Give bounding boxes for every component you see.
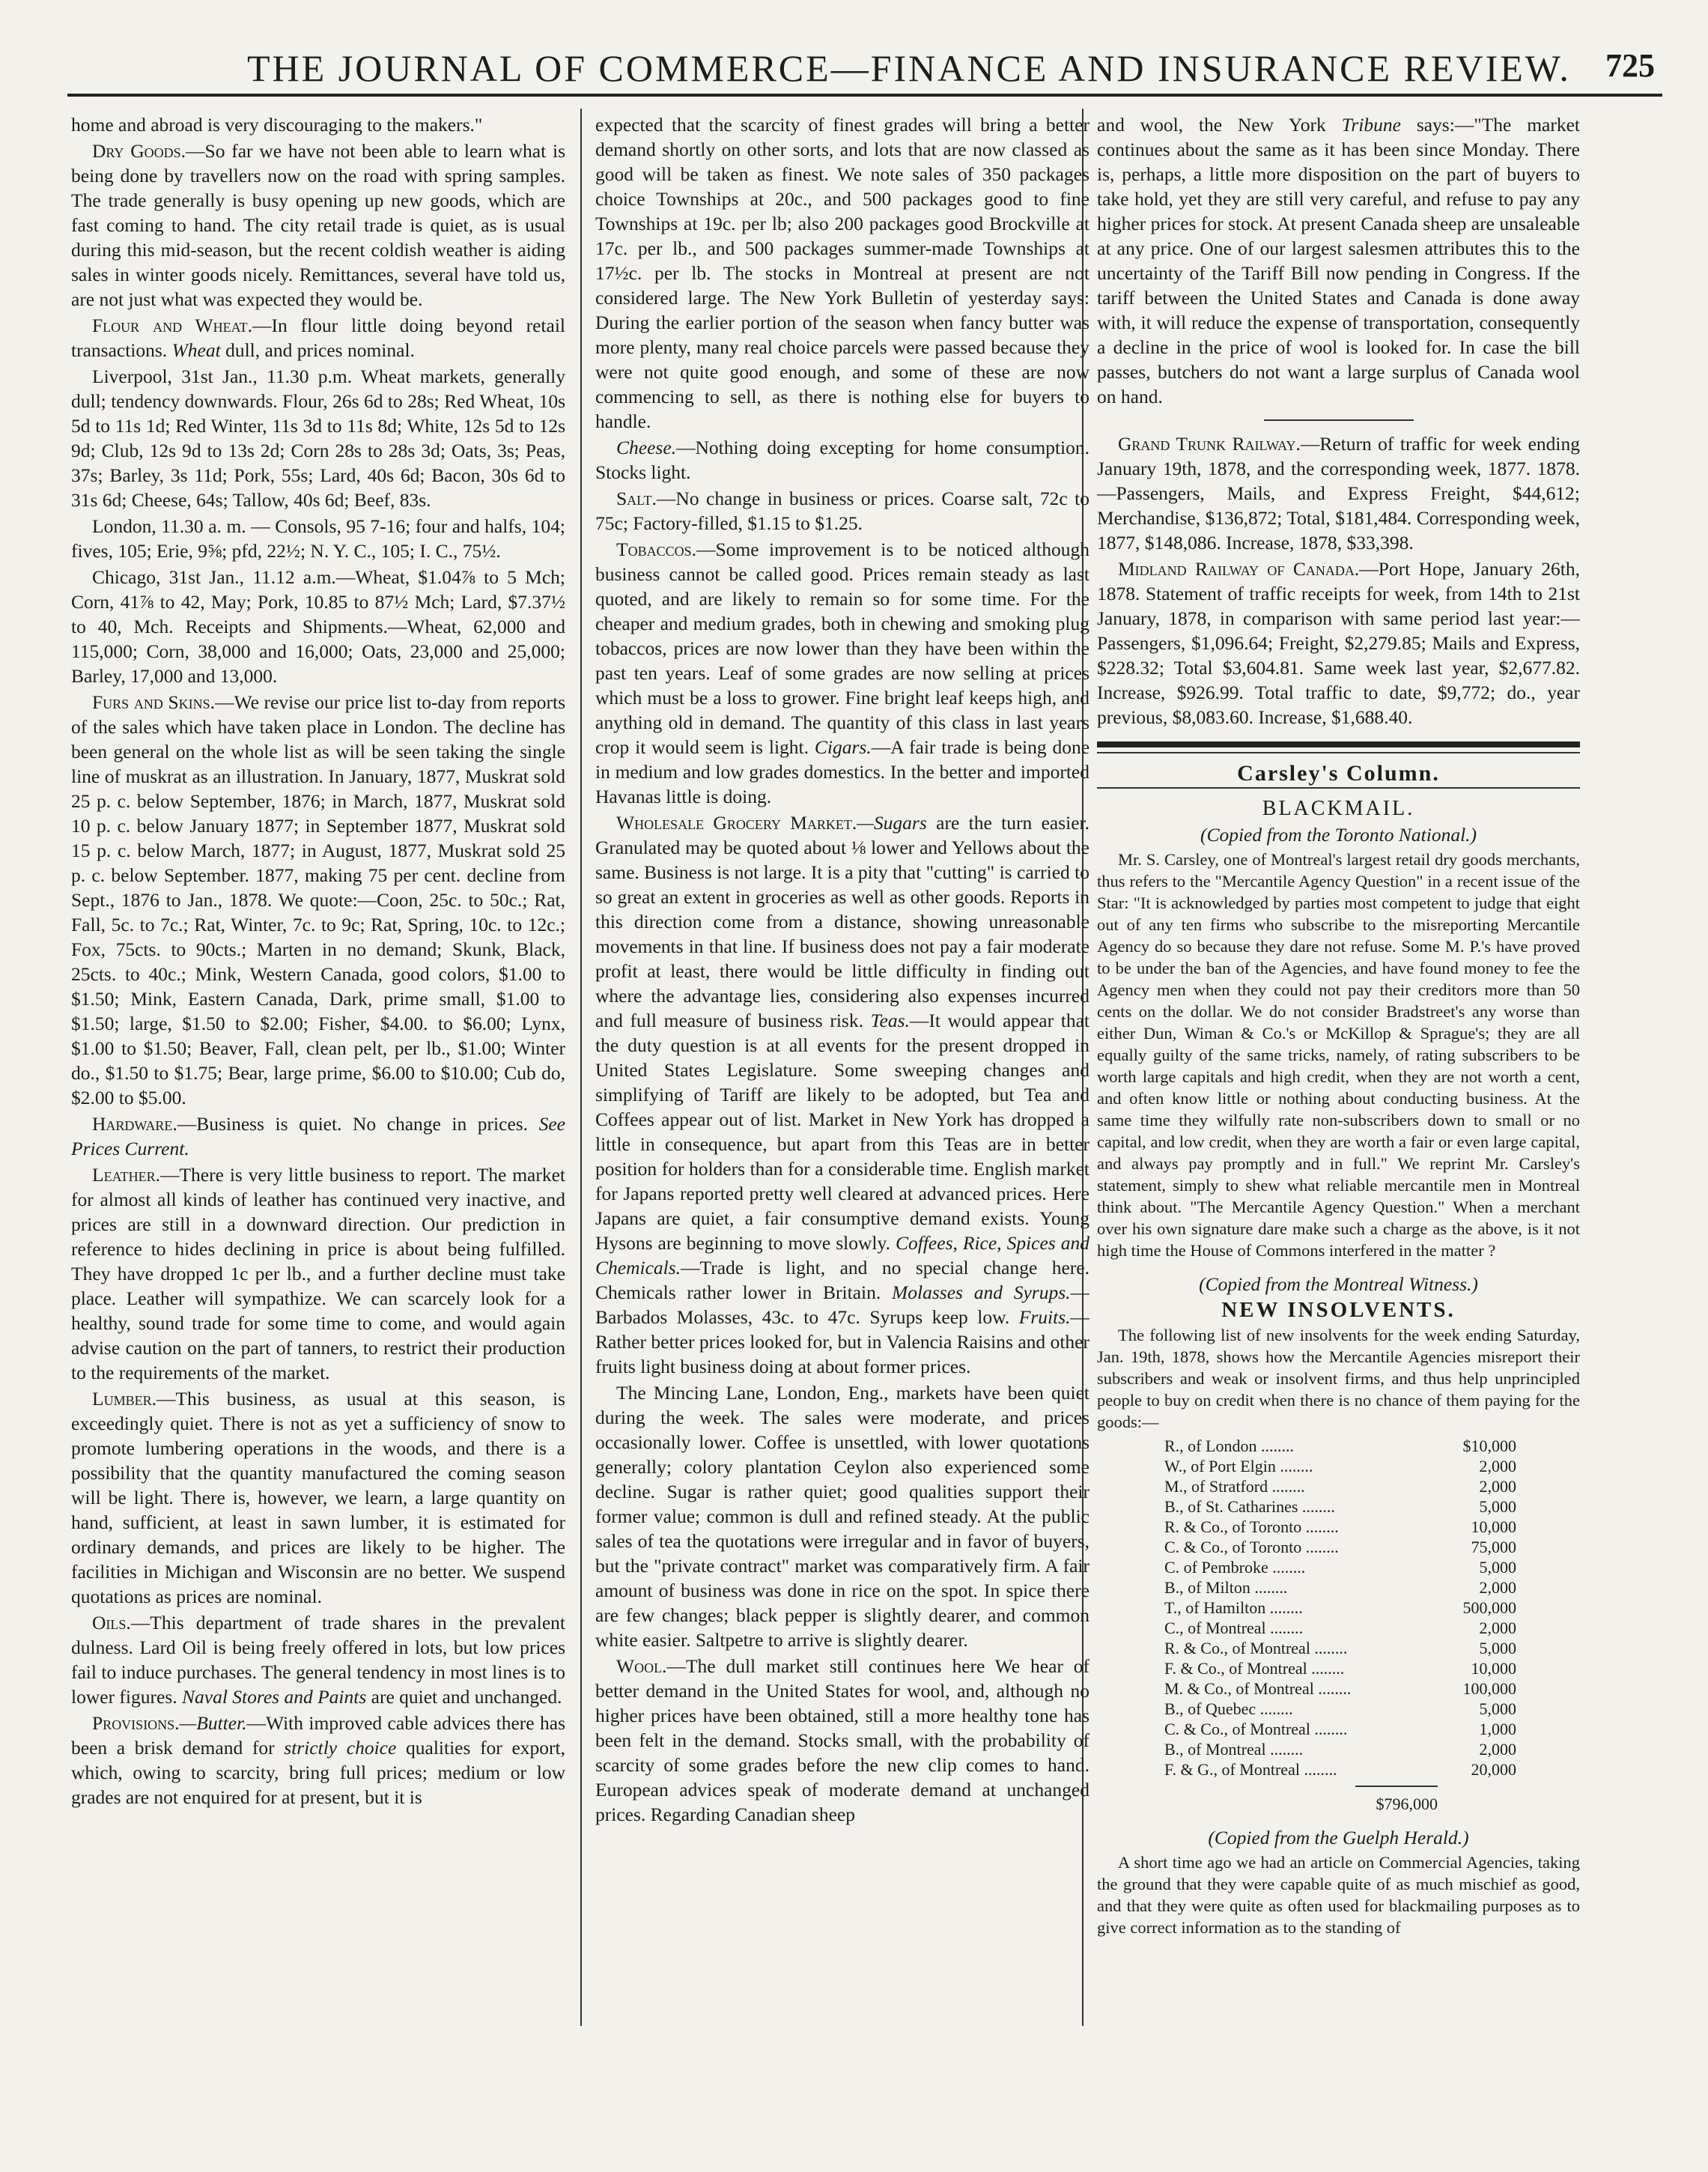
italic-term: Molasses and Syrups. bbox=[892, 1281, 1071, 1303]
column-1 bbox=[71, 112, 565, 2037]
table-row bbox=[1164, 1577, 1516, 1598]
column-divider bbox=[580, 109, 582, 2026]
insolvent-name: B., of Montreal ........ bbox=[1164, 1740, 1304, 1759]
section-text: —It would appear that the duty question is at all events for the present dropped in United States Legislature. Some sweeping changes and simplifying of Tariff are likely to be adopted, but Tea and Coffees appear out of list. Market in New York has dropped a little in consequence, but apart from this Teas are in better position for holders than for a considerable time. English market for Japans reported pretty well cleared at advanced prices. Here Japans are quiet, a fair consumptive demand exists. Young Hysons are beginning to move slowly. bbox=[595, 1010, 1089, 1254]
insolvent-amount: 20,000 bbox=[1471, 1760, 1516, 1779]
italic-term: See Prices Current. bbox=[71, 1113, 565, 1159]
section-divider bbox=[1097, 787, 1580, 789]
insolvent-name: F. & G., of Montreal ........ bbox=[1164, 1760, 1337, 1779]
section-divider bbox=[1264, 419, 1414, 421]
leather-report bbox=[71, 1162, 565, 1385]
section-heading: Dry Goods. bbox=[92, 140, 186, 162]
insolvent-amount: $10,000 bbox=[1462, 1437, 1516, 1455]
section-heading: Provisions. bbox=[92, 1712, 180, 1734]
section-text: —So far we have not been able to learn what is being done by travellers now on the road with spring samples. The trade generally is busy opening up new goods, which are fast coming to hand. The city retail trade is quiet, as is usual during this mid-season, but the recent coldish weather is aiding sales in winter goods nicely. Remittances, several have told us, are not just what was expected they would be. bbox=[71, 140, 565, 310]
blackmail-title: BLACKMAIL. bbox=[1262, 797, 1415, 820]
section-heading: Lumber. bbox=[92, 1388, 156, 1410]
header-rule bbox=[67, 94, 1662, 97]
chicago-report: Chicago, 31st Jan., 11.12 a.m.—Wheat, $1.04⅞ to 5 Mch; Corn, 41⅞ to 42, May; Pork, 10.85 to 87½ Mch; Lard, $7.37½ to 40, Mch. Receipts and Shipments.—Wheat, 62,000 and 115,000; Corn, 38,000 and 16,000; Oats, 23,000 and 25,000; Barley, 17,000 and 13,000. bbox=[71, 566, 565, 687]
section-text: —This department of trade shares in the prevalent dulness. Lard Oil is being freely offered in lots, but low prices fail to induce purchases. The general tendency in most lines is to lower figures. bbox=[71, 1612, 565, 1708]
insolvent-amount: 2,000 bbox=[1479, 1457, 1516, 1475]
blackmail-article: Mr. S. Carsley, one of Montreal's largest retail dry goods merchants, thus refers to the "Mercantile Agency Question" in a recent issue of the Star: "It is acknowledged by parties most competent to judge that eight out of any ten firms who subscribe to the misreporting Mercantile Agency do so because they dare not refuse. Some M. P.'s have proved to be under the ban of the Agencies, and have found money to fee the Agency men when they could not pay their creditors more than 50 cents on the dollar. We do not consider Bradstreet's any worse than either Dun, Wiman & Co.'s or McKillop & Sprague's; they are all equally guilty of the same tricks, namely, of rating subscribers to be worth large capitals and high credit, when they are not worth a cent, and often know little or nothing about conducting business. At the same time they wilfully rate non-subscribers down to small or no capital, and low credit, when they are worth a fair or even large capital, and always pay promptly and in full." We reprint Mr. Carsley's statement, simply to shew what reliable mercantile men in Montreal think about. "The Mercantile Agency Question." When a merchant over his own signature dare make such a charge as the above, is it not high time the House of Commons interfered in the matter ? bbox=[1097, 850, 1580, 1260]
section-text: —In flour little doing beyond retail transactions. bbox=[71, 315, 565, 361]
grand-trunk-report bbox=[1097, 431, 1580, 555]
carsley-column-title: Carsley's Column. bbox=[1237, 761, 1440, 786]
section-heading: Cheese. bbox=[616, 437, 677, 458]
insolvent-name: C. & Co., of Montreal ........ bbox=[1164, 1720, 1348, 1738]
section-heading: Grand Trunk Railway. bbox=[1118, 433, 1301, 455]
page-header bbox=[67, 46, 1662, 91]
insolvent-name: B., of Quebec ........ bbox=[1164, 1699, 1293, 1718]
table-row bbox=[1164, 1699, 1516, 1719]
tobacco-report bbox=[595, 537, 1089, 809]
italic-term: Wheat bbox=[171, 339, 221, 361]
table-row bbox=[1164, 1618, 1516, 1638]
insolvent-amount: 1,000 bbox=[1479, 1720, 1516, 1738]
italic-term: —Butter. bbox=[179, 1712, 247, 1734]
insolvent-amount: 5,000 bbox=[1479, 1497, 1516, 1516]
mincing-lane-report: The Mincing Lane, London, Eng., markets have been quiet during the week. The sales were moderate, and prices occasionally lower. Coffee is unsettled, with lower quotations generally; colory plantation Ceylon also experienced some decline. Sugar is rather quiet; good qualities support their former value; common is dull and refined steady. At the public sales of tea the quotations were irregular and in favor of buyers, but the "private contract" market was comparatively firm. A fair amount of business was done in rice on the spot. In spice there are few changes; black pepper is slightly dearer, and common white easier. Saltpetre to arrive is slightly dearer. bbox=[595, 1382, 1089, 1651]
insolvent-amount: 2,000 bbox=[1479, 1619, 1516, 1637]
wool-report bbox=[595, 1654, 1089, 1827]
italic-term: Fruits. bbox=[1018, 1306, 1071, 1328]
section-text: —Nothing doing excepting for home consumption. Stocks light. bbox=[595, 437, 1089, 483]
section-text: —There is very little business to report. The market for almost all kinds of leather has continued very inactive, and prices are still in a downward direction. Our prediction in reference to hides declining in price is about being fulfilled. They have dropped 1c per lb., and a further decline must take place. Leather will sympathize. We can scarcely look for a healthy, sound trade for some time to come, and would again advise caution on the part of tanners, to restrict their production to the requirements of the market. bbox=[71, 1164, 565, 1383]
insolvent-amount: 500,000 bbox=[1462, 1598, 1516, 1617]
page-number: 725 bbox=[1605, 47, 1655, 84]
section-text: —No change in business or prices. Coarse salt, 72c to 75c; Factory-filled, $1.15 to $1.25. bbox=[595, 488, 1089, 534]
section-text: says:—"The market continues about the same as it has been since Monday. There is, perhaps, a little more disposition on the part of buyers to take hold, yet they are still very careful, and refuse to pay any higher prices for stock. At present Canada sheep are unsaleable at any price. One of our largest salesmen attributes this to the uncertainty of the Tariff Bill now pending in Congress. If the tariff between the United States and Canada is done away with, it will reduce the expense of transportation, consequently a decline in the price of wool is looked for. In case the bill passes, butchers do not want a large surplus of Canada wool on hand. bbox=[1097, 114, 1580, 407]
midland-report bbox=[1097, 556, 1580, 729]
insolvent-amount: 5,000 bbox=[1479, 1699, 1516, 1718]
insolvent-name: R., of London ........ bbox=[1164, 1437, 1294, 1455]
dry-goods-report bbox=[71, 139, 565, 312]
insolvent-name: B., of St. Catharines ........ bbox=[1164, 1497, 1335, 1516]
table-row bbox=[1164, 1496, 1516, 1517]
section-text: —This business, as usual at this season, is exceedingly quiet. There is not as yet a sufficiency of snow to promote lumbering operations in the woods, and there is a possibility that the quantity manufactured the coming season will be light. There is, however, we learn, a large quantity on hand, sufficient, at least in sawn lumber, it is estimated for ordinary demands, and prices are likely to be higher. The facilities in Michigan and Wisconsin are no better. We suspend quotations as prices are nominal. bbox=[71, 1388, 565, 1607]
grocery-report bbox=[595, 810, 1089, 1379]
section-text: dull, and prices nominal. bbox=[225, 339, 415, 361]
section-text: —Some improvement is to be noticed although business cannot be called good. Prices remain steady as last quoted, and are likely to remain so for some time. For the cheaper and medium grades, both in chewing and smoking plug tobaccos, prices are now lower than they have been within the past ten years. Leaf of some grades are now selling at prices which must be a loss to grower. Fine bright leaf keeps high, and anything old in demand. The quantity of this class in last years crop it would seem is light. bbox=[595, 539, 1089, 758]
insolvent-name: M., of Stratford ........ bbox=[1164, 1477, 1305, 1496]
section-heading: Salt. bbox=[616, 488, 657, 509]
table-row bbox=[1164, 1456, 1516, 1476]
section-text: —A fair trade is being done in medium and low grades domestics. In the better and imported Havanas little is doing. bbox=[595, 736, 1089, 807]
oils-report bbox=[71, 1610, 565, 1709]
table-row bbox=[1164, 1557, 1516, 1577]
insolvent-name: C. & Co., of Toronto ........ bbox=[1164, 1538, 1339, 1556]
section-text: —With improved cable advices there has been a brisk demand for bbox=[71, 1712, 565, 1759]
insolvent-name: R. & Co., of Toronto ........ bbox=[1164, 1517, 1339, 1536]
insolvent-name: W., of Port Elgin ........ bbox=[1164, 1457, 1313, 1475]
section-heading: Tobaccos. bbox=[616, 539, 696, 560]
insolvent-amount: 2,000 bbox=[1479, 1477, 1516, 1496]
insolvent-name: F. & Co., of Montreal ........ bbox=[1164, 1659, 1345, 1678]
section-divider bbox=[1097, 741, 1580, 747]
liverpool-report: Liverpool, 31st Jan., 11.30 p.m. Wheat markets, generally dull; tendency downwards. Flour, 26s 6d to 28s; Red Wheat, 10s 5d to 11s 1d; Red Winter, 11s 3d to 11s 8d; White, 12s 5d to 12s 9d; Club, 12s 9d to 13s 2d; Corn 28s to 28s 3d; Oats, 3s; Peas, 37s; Barley, 3s 11d; Pork, 55s; Lard, 40s 6d; Bacon, 30s 6d to 31s 6d; Cheese, 64s; Tallow, 40s 6d; Beef, 83s. bbox=[71, 365, 565, 511]
table-row bbox=[1164, 1739, 1516, 1759]
insolvents-total: $796,000 bbox=[1355, 1786, 1438, 1816]
insolvent-amount: 75,000 bbox=[1471, 1538, 1516, 1556]
paragraph bbox=[1097, 112, 1580, 409]
insolvent-name: B., of Milton ........ bbox=[1164, 1578, 1288, 1597]
column-2 bbox=[595, 112, 1089, 2037]
section-heading: Oils. bbox=[92, 1612, 131, 1633]
section-text: — Rather better prices looked for, but in Valencia Raisins and other fruits light business doing at about former prices. bbox=[595, 1306, 1089, 1377]
italic-term: —Sugars bbox=[857, 812, 927, 834]
furs-skins-report bbox=[71, 690, 565, 1110]
journal-title: THE JOURNAL OF COMMERCE—FINANCE AND INSURANCE REVIEW. bbox=[247, 47, 1571, 89]
section-text: and wool, the New York bbox=[1097, 114, 1326, 136]
insolvents-intro: The following list of new insolvents for the week ending Saturday, Jan. 19th, 1878, shows how the Mercantile Agencies misreport their subscribers and weak or insolvent firms, and thus help unprincipled people to buy on credit when there is no chance of them paying for the goods:— bbox=[1097, 1326, 1580, 1431]
section-text: —Trade is light, and no special change here. Chemicals rather lower in Britain. bbox=[595, 1257, 1089, 1303]
insolvent-amount: 5,000 bbox=[1479, 1639, 1516, 1657]
cheese-report bbox=[595, 435, 1089, 485]
lumber-report bbox=[71, 1386, 565, 1609]
hardware-report bbox=[71, 1111, 565, 1161]
insolvents-table bbox=[1164, 1436, 1516, 1780]
italic-term: Tribune bbox=[1341, 114, 1401, 136]
paragraph: home and abroad is very discouraging to the makers." bbox=[71, 114, 483, 136]
section-text: —The dull market still continues here We hear of better demand in the United States for wool, and, although no higher prices have been obtained, still a more healthy tone has been felt in the demand. Stocks small, with the probability of scarcity of some grades before the new clip comes to hand. European advices speak of moderate demand at unchanged prices. Regarding Canadian sheep bbox=[595, 1655, 1089, 1825]
section-text: —Port Hope, January 26th, 1878. Statement of traffic receipts for week, from 14th to 21st January, 1878, in comparison with same period last year:—Passengers, $1,096.64; Freight, $2,279.85; Mails and Express, $228.32; Total $3,604.81. Same week last year, $2,677.82. Increase, $926.99. Total traffic to date, $9,772; do., year previous, $8,083.60. Increase, $1,688.40. bbox=[1097, 558, 1580, 728]
italic-term: Teas. bbox=[870, 1010, 910, 1031]
section-heading: Furs and Skins. bbox=[92, 691, 216, 713]
table-row bbox=[1164, 1476, 1516, 1496]
section-text: are the turn easier. Granulated may be quoted about ⅛ lower and Yellows about the same. Business is not large. It is a pity that "cutting" is carried to so great an extent in groceries as well as other goods. Reports in this direction come from a distance, showing unreasonable movements in that line. If business does not pay a fair moderate profit at least, there would be little difficulty in finding out where the advantage lies, considering also expenses incurred and full measure of business risk. bbox=[595, 812, 1089, 1031]
table-row bbox=[1164, 1517, 1516, 1537]
section-heading: Leather. bbox=[92, 1164, 160, 1186]
section-text: —We revise our price list to-day from reports of the sales which have taken place in London. The decline has been general on the whole list as will be seen taking the single line of muskrat as an illustration. In January, 1877, Muskrat sold 25 p. c. below September, 1876; in March, 1877, Muskrat sold 10 p. c. below January 1877; in September 1877, Muskrat sold 15 p. c. below March, 1877; in August, 1877, Muskrat sold 25 p. c. below September. 1877, making 75 per cent. decline from Sept., 1876 to Jan., 1878. We quote:—Coon, 25c. to 50c.; Rat, Fall, 5c. to 7c.; Rat, Winter, 7c. to 9c; Rat, Spring, 10c. to 12c.; Fox, 75cts. to 90cts.; Marten in no demand; Skunk, Black, 25cts. to 40c.; Mink, Western Canada, good colors, $1.00 to $1.50; Mink, Eastern Canada, Dark, prime small, $1.00 to $1.50; large, $1.50 to $2.00; Fisher, $4.00. to $6.00; Lynx, $1.00 to $1.50; Beaver, Fall, clean pelt, per lb., $1.00; Winter do., $1.50 to $1.75; Bear, large prime, $6.00 to $10.00; Cub do, $2.00 to $5.00. bbox=[71, 691, 565, 1108]
section-text: are quiet and unchanged. bbox=[371, 1686, 562, 1708]
insolvent-amount: 5,000 bbox=[1479, 1558, 1516, 1577]
source-credit: (Copied from the Toronto National.) bbox=[1200, 824, 1477, 846]
paragraph: expected that the scarcity of finest grades will bring a better demand shortly on other sorts, and lots that are now classed as good will be taken as finest. We note sales of 350 packages choice Townships at 20c., and 500 packages good to fine Townships at 19c. per lb; also 200 packages good Brockville at 17c. per lb., and 500 packages summer-made Townships at 17½c. per lb. The stocks in Montreal at present are not considered large. The New York Bulletin of yesterday says: During the earlier portion of the season when fancy butter was more plenty, many real choice parcels were passed because they were not quite good enough, and some of these are now commencing to sell, as there is nothing else for buyers to handle. bbox=[595, 114, 1089, 432]
section-heading: Hardware. bbox=[92, 1113, 177, 1135]
table-row bbox=[1164, 1719, 1516, 1739]
table-row bbox=[1164, 1678, 1516, 1699]
section-heading: Wholesale Grocery Market. bbox=[616, 812, 857, 834]
italic-term: Coffees, Rice, Spices and Chemicals. bbox=[595, 1232, 1089, 1278]
provisions-report bbox=[71, 1711, 565, 1810]
section-heading: Flour and Wheat. bbox=[92, 315, 252, 336]
flour-wheat-report bbox=[71, 313, 565, 362]
italic-term: Cigars. bbox=[814, 736, 872, 758]
insolvent-name: C. of Pembroke ........ bbox=[1164, 1558, 1306, 1577]
insolvent-amount: 10,000 bbox=[1471, 1517, 1516, 1536]
column-3 bbox=[1097, 112, 1580, 2037]
insolvent-name: R. & Co., of Montreal ........ bbox=[1164, 1639, 1348, 1657]
insolvent-name: C., of Montreal ........ bbox=[1164, 1619, 1304, 1637]
insolvent-name: M. & Co., of Montreal ........ bbox=[1164, 1679, 1352, 1698]
section-text: —Barbados Molasses, 43c. to 47c. Syrups keep low. bbox=[595, 1281, 1089, 1328]
table-row bbox=[1164, 1658, 1516, 1678]
salt-report bbox=[595, 486, 1089, 536]
insolvent-amount: 10,000 bbox=[1471, 1659, 1516, 1678]
new-insolvents-title: NEW INSOLVENTS. bbox=[1221, 1298, 1456, 1322]
table-row bbox=[1164, 1759, 1516, 1780]
section-heading: Wool. bbox=[616, 1655, 667, 1677]
insolvent-name: T., of Hamilton ........ bbox=[1164, 1598, 1303, 1617]
section-text: qualities for export, which, owing to scarcity, bring full prices; medium or low grades are not enquired for at present, but it is bbox=[71, 1737, 565, 1808]
italic-term: strictly choice bbox=[284, 1737, 397, 1759]
insolvent-amount: 2,000 bbox=[1479, 1740, 1516, 1759]
italic-term: Naval Stores and Paints bbox=[182, 1686, 367, 1708]
table-row bbox=[1164, 1598, 1516, 1618]
section-divider bbox=[1097, 752, 1580, 753]
section-text: —Business is quiet. No change in prices. bbox=[177, 1113, 529, 1135]
source-credit: (Copied from the Guelph Herald.) bbox=[1208, 1827, 1469, 1848]
source-credit: (Copied from the Montreal Witness.) bbox=[1199, 1273, 1478, 1295]
section-heading: Midland Railway of Canada. bbox=[1118, 558, 1360, 580]
table-row bbox=[1164, 1436, 1516, 1456]
insolvent-amount: 100,000 bbox=[1462, 1679, 1516, 1698]
table-row bbox=[1164, 1537, 1516, 1557]
section-text: —Return of traffic for week ending January 19th, 1878, and the corresponding week, 1877. 1878.—Passengers, Mails, and Express Freight, $44,612; Merchandise, $136,872; Total, $181,484. Corresponding week, 1877, $148,086. Increase, 1878, $33,398. bbox=[1097, 433, 1580, 553]
london-report: London, 11.30 a. m. — Consols, 95 7-16; four and halfs, 104; fives, 105; Erie, 9⅝; pfd, 22½; N. Y. C., 105; I. C., 75½. bbox=[71, 515, 565, 562]
table-row bbox=[1164, 1638, 1516, 1658]
insolvent-amount: 2,000 bbox=[1479, 1578, 1516, 1597]
guelph-article: A short time ago we had an article on Commercial Agencies, taking the ground that they were capable quite of as much mischief as good, and that they were quite as often used for blackmailing purposes as to give correct information as to the standing of bbox=[1097, 1853, 1580, 1937]
